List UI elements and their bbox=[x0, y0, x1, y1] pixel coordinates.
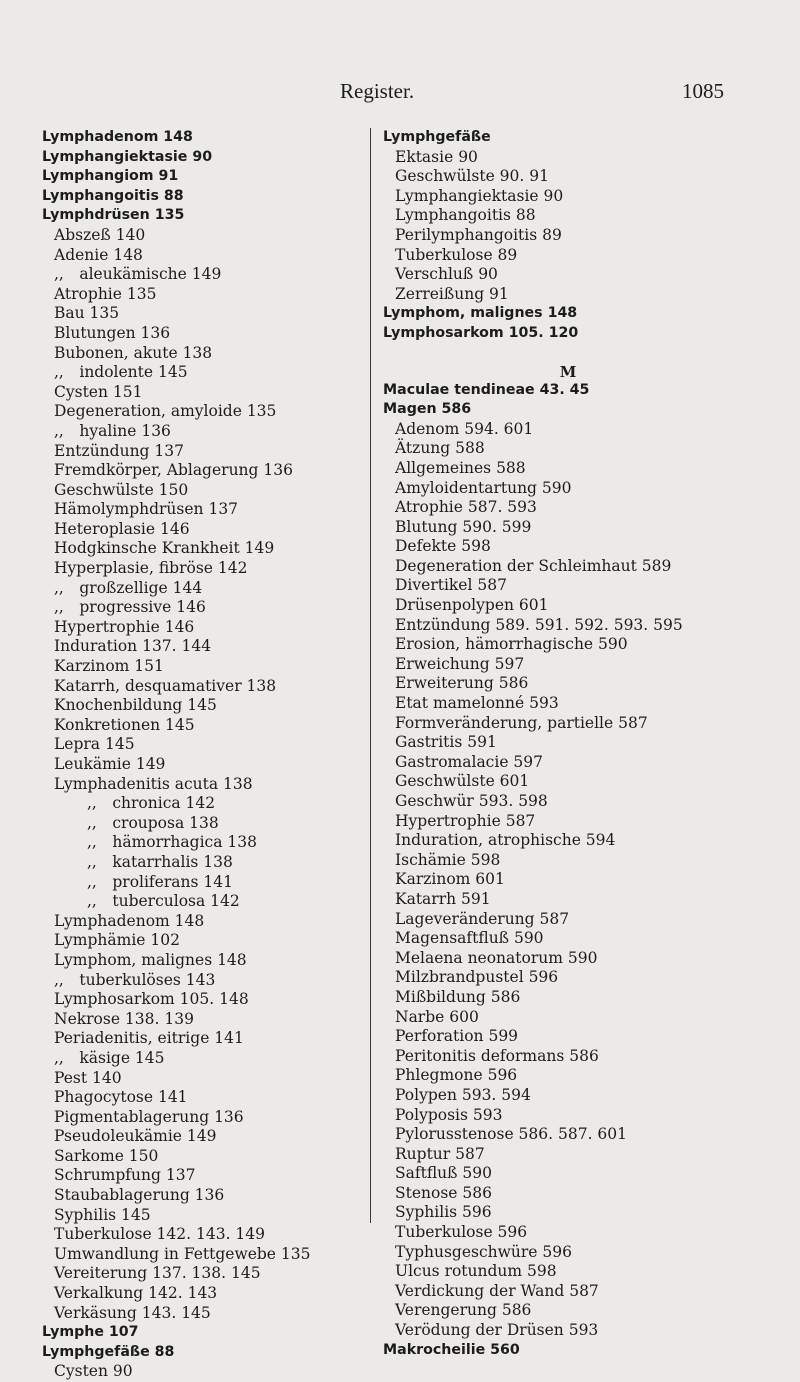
index-subentry bbox=[42, 696, 362, 716]
entry-text: Pseudoleukämie 149 bbox=[54, 1127, 217, 1146]
entry-text: Lymphgefäße 88 bbox=[42, 1343, 175, 1360]
entry-text: Konkretionen 145 bbox=[54, 715, 195, 734]
entry-text: Peritonitis deformans 586 bbox=[395, 1046, 599, 1065]
entry-text: Makrocheilie 560 bbox=[383, 1341, 520, 1358]
index-subentry bbox=[42, 226, 362, 246]
entry-text: Melaena neonatorum 590 bbox=[395, 948, 598, 967]
index-subentry bbox=[383, 1243, 793, 1263]
index-subentry bbox=[383, 1008, 793, 1028]
entry-text: Zerreißung 91 bbox=[395, 284, 509, 303]
entry-text: Perilymphangoitis 89 bbox=[395, 225, 562, 244]
entry-text: Verdickung der Wand 587 bbox=[395, 1281, 599, 1300]
index-subentry bbox=[42, 912, 362, 932]
entry-text: Bubonen, akute 138 bbox=[54, 343, 213, 362]
entry-text: Lymphom, malignes 148 bbox=[383, 305, 578, 322]
ditto-mark: ,, bbox=[54, 1048, 64, 1067]
entry-text: Pest 140 bbox=[54, 1068, 122, 1087]
index-subentry bbox=[42, 814, 362, 834]
entry-text: Karzinom 601 bbox=[395, 870, 505, 889]
entry-text: Ektasie 90 bbox=[395, 147, 478, 166]
index-subentry bbox=[383, 167, 793, 187]
entry-text: Lymphom, malignes 148 bbox=[54, 950, 247, 969]
entry-text: Geschwülste 150 bbox=[54, 480, 189, 499]
index-subentry bbox=[383, 439, 793, 459]
index-subentry bbox=[383, 812, 793, 832]
index-subentry bbox=[42, 618, 362, 638]
entry-text: Degeneration der Schleimhaut 589 bbox=[395, 556, 672, 575]
entry-text: Geschwülste 90. 91 bbox=[395, 167, 549, 186]
entry-text: Hypertrophie 146 bbox=[54, 617, 195, 636]
entry-text: Lymphämie 102 bbox=[54, 931, 180, 950]
entry-text: Lymphangoitis 88 bbox=[42, 187, 184, 204]
index-subentry bbox=[42, 892, 362, 912]
ditto-mark: ,, bbox=[54, 363, 64, 382]
index-subentry bbox=[42, 481, 362, 501]
entry-text: Entzündung 137 bbox=[54, 441, 184, 460]
entry-text: Allgemeines 588 bbox=[395, 458, 526, 477]
entry-text: Pylorusstenose 586. 587. 601 bbox=[395, 1125, 628, 1144]
entry-text: Hyperplasie, fibröse 142 bbox=[54, 559, 248, 578]
index-main-entry bbox=[42, 128, 362, 148]
index-subentry bbox=[383, 148, 793, 168]
index-subentry bbox=[42, 1225, 362, 1245]
entry-text: Lepra 145 bbox=[54, 735, 135, 754]
entry-text: Verschluß 90 bbox=[395, 265, 498, 284]
index-subentry bbox=[42, 1127, 362, 1147]
index-subentry bbox=[383, 831, 793, 851]
entry-text: Verkäsung 143. 145 bbox=[54, 1303, 211, 1322]
index-subentry bbox=[42, 520, 362, 540]
index-subentry bbox=[383, 246, 793, 266]
index-subentry bbox=[42, 1304, 362, 1324]
entry-text: Lymphgefäße bbox=[383, 129, 491, 145]
page-title: Register. bbox=[340, 79, 415, 103]
entry-text: Lymphadenitis acuta 138 bbox=[54, 774, 253, 793]
page-number: 1085 bbox=[682, 79, 724, 103]
entry-text: Syphilis 145 bbox=[54, 1205, 151, 1224]
index-subentry bbox=[42, 1186, 362, 1206]
index-subentry bbox=[383, 988, 793, 1008]
entry-text: Induration 137. 144 bbox=[54, 637, 212, 656]
index-group-m bbox=[383, 381, 793, 1361]
index-subentry bbox=[383, 459, 793, 479]
entry-text: tuberkulöses 143 bbox=[79, 970, 216, 989]
index-subentry bbox=[42, 265, 362, 285]
entry-text: Cysten 90 bbox=[54, 1362, 133, 1381]
entry-text: Ischämie 598 bbox=[395, 850, 501, 869]
index-subentry bbox=[42, 657, 362, 677]
ditto-mark: ,, bbox=[87, 852, 97, 871]
index-subentry bbox=[42, 971, 362, 991]
index-subentry bbox=[383, 733, 793, 753]
index-subentry bbox=[42, 1362, 362, 1382]
ditto-mark: ,, bbox=[54, 421, 64, 440]
index-main-entry bbox=[42, 187, 362, 207]
entry-text: Adenie 148 bbox=[54, 245, 143, 264]
index-subentry bbox=[42, 363, 362, 383]
index-subentry bbox=[42, 853, 362, 873]
index-main-entry bbox=[42, 148, 362, 168]
index-subentry bbox=[383, 616, 793, 636]
index-subentry bbox=[42, 1069, 362, 1089]
entry-text: Ulcus rotundum 598 bbox=[395, 1262, 557, 1281]
entry-text: crouposa 138 bbox=[112, 813, 219, 832]
entry-text: Lymphangiom 91 bbox=[42, 168, 179, 185]
index-subentry bbox=[42, 735, 362, 755]
entry-text: Blutungen 136 bbox=[54, 323, 171, 342]
entry-text: Hypertrophie 587 bbox=[395, 811, 536, 830]
index-subentry bbox=[383, 1321, 793, 1341]
entry-text: Verengerung 586 bbox=[395, 1301, 532, 1320]
index-subentry bbox=[383, 772, 793, 792]
entry-text: Typhusgeschwüre 596 bbox=[395, 1242, 572, 1261]
entry-text: Verkalkung 142. 143 bbox=[54, 1284, 218, 1303]
index-subentry bbox=[42, 422, 362, 442]
entry-text: Fremdkörper, Ablagerung 136 bbox=[54, 461, 293, 480]
ditto-mark: ,, bbox=[87, 813, 97, 832]
index-subentry bbox=[383, 1106, 793, 1126]
section-letter-heading: M bbox=[559, 362, 577, 381]
entry-text: Stenose 586 bbox=[395, 1183, 492, 1202]
entry-text: Mißbildung 586 bbox=[395, 987, 521, 1006]
index-main-entry bbox=[383, 1341, 793, 1361]
index-subentry bbox=[42, 304, 362, 324]
entry-text: hyaline 136 bbox=[79, 421, 171, 440]
entry-text: Magensaftfluß 590 bbox=[395, 929, 544, 948]
entry-text: Divertikel 587 bbox=[395, 576, 507, 595]
index-subentry bbox=[42, 500, 362, 520]
entry-text: hämorrhagica 138 bbox=[112, 833, 257, 852]
entry-text: Atrophie 135 bbox=[54, 284, 157, 303]
running-head bbox=[0, 78, 800, 104]
entry-text: Lymphdrüsen 135 bbox=[42, 207, 185, 224]
index-subentry bbox=[383, 1203, 793, 1223]
entry-text: käsige 145 bbox=[79, 1048, 165, 1067]
index-subentry bbox=[383, 890, 793, 910]
index-subentry bbox=[42, 344, 362, 364]
index-subentry bbox=[42, 1245, 362, 1265]
index-subentry bbox=[42, 383, 362, 403]
entry-text: Saftfluß 590 bbox=[395, 1164, 493, 1183]
entry-text: proliferans 141 bbox=[112, 872, 233, 891]
index-subentry bbox=[383, 265, 793, 285]
entry-text: Tuberkulose 596 bbox=[395, 1223, 528, 1242]
index-subentry bbox=[42, 1049, 362, 1069]
entry-text: Drüsenpolypen 601 bbox=[395, 596, 549, 615]
ditto-mark: ,, bbox=[87, 794, 97, 813]
entry-text: progressive 146 bbox=[79, 598, 206, 617]
entry-text: Cysten 151 bbox=[54, 382, 143, 401]
index-subentry bbox=[383, 870, 793, 890]
index-subentry bbox=[383, 1066, 793, 1086]
entry-text: Lymphadenom 148 bbox=[54, 911, 205, 930]
index-subentry bbox=[383, 518, 793, 538]
entry-text: Induration, atrophische 594 bbox=[395, 831, 616, 850]
index-subentry bbox=[383, 910, 793, 930]
entry-text: Gastritis 591 bbox=[395, 733, 497, 752]
entry-text: Lymphadenom 148 bbox=[42, 129, 193, 145]
index-subentry bbox=[383, 537, 793, 557]
index-subentry bbox=[42, 559, 362, 579]
entry-text: Staubablagerung 136 bbox=[54, 1186, 225, 1205]
index-subentry bbox=[383, 285, 793, 305]
index-subentry bbox=[42, 246, 362, 266]
entry-text: Milzbrandpustel 596 bbox=[395, 968, 559, 987]
entry-text: Lymphangoitis 88 bbox=[395, 206, 536, 225]
index-main-entry bbox=[42, 1323, 362, 1343]
index-subentry bbox=[42, 990, 362, 1010]
entry-text: Maculae tendineae 43. 45 bbox=[383, 381, 590, 398]
index-subentry bbox=[42, 598, 362, 618]
index-subentry bbox=[383, 479, 793, 499]
entry-text: Polyposis 593 bbox=[395, 1105, 503, 1124]
index-subentry bbox=[383, 851, 793, 871]
entry-text: Lymphosarkom 105. 120 bbox=[383, 324, 579, 341]
entry-text: Formveränderung, partielle 587 bbox=[395, 713, 648, 732]
entry-text: Erweiterung 586 bbox=[395, 674, 529, 693]
index-main-entry bbox=[383, 128, 793, 148]
index-subentry bbox=[42, 539, 362, 559]
entry-text: Katarrh, desquamativer 138 bbox=[54, 676, 277, 695]
entry-text: chronica 142 bbox=[112, 794, 216, 813]
index-subentry bbox=[42, 1108, 362, 1128]
index-column-left bbox=[42, 128, 362, 1382]
entry-text: Hämolymphdrüsen 137 bbox=[54, 500, 239, 519]
index-subentry bbox=[383, 557, 793, 577]
index-subentry bbox=[383, 694, 793, 714]
entry-text: aleukämische 149 bbox=[79, 265, 222, 284]
entry-text: Atrophie 587. 593 bbox=[395, 498, 537, 517]
index-subentry bbox=[42, 775, 362, 795]
index-main-entry bbox=[383, 304, 793, 324]
entry-text: Lymphangiektasie 90 bbox=[395, 186, 564, 205]
index-subentry bbox=[383, 968, 793, 988]
entry-text: Heteroplasie 146 bbox=[54, 519, 190, 538]
index-subentry bbox=[383, 1086, 793, 1106]
ditto-mark: ,, bbox=[87, 833, 97, 852]
index-subentry bbox=[42, 637, 362, 657]
index-subentry bbox=[42, 931, 362, 951]
index-main-entry bbox=[383, 381, 793, 401]
entry-text: Defekte 598 bbox=[395, 537, 491, 556]
index-subentry bbox=[383, 1184, 793, 1204]
entry-text: Schrumpfung 137 bbox=[54, 1166, 196, 1185]
index-subentry bbox=[383, 655, 793, 675]
entry-text: Abszeß 140 bbox=[54, 225, 146, 244]
entry-text: Erweichung 597 bbox=[395, 654, 525, 673]
index-subentry bbox=[383, 929, 793, 949]
index-subentry bbox=[42, 1010, 362, 1030]
index-subentry bbox=[42, 1147, 362, 1167]
entry-text: Lageveränderung 587 bbox=[395, 909, 570, 928]
index-subentry bbox=[383, 635, 793, 655]
index-subentry bbox=[42, 755, 362, 775]
entry-text: indolente 145 bbox=[79, 363, 188, 382]
entry-text: Phlegmone 596 bbox=[395, 1066, 518, 1085]
entry-text: Erosion, hämorrhagische 590 bbox=[395, 635, 628, 654]
index-subentry bbox=[42, 1206, 362, 1226]
index-subentry bbox=[383, 792, 793, 812]
entry-text: tuberculosa 142 bbox=[112, 892, 240, 911]
entry-text: Amyloidentartung 590 bbox=[395, 478, 572, 497]
index-subentry bbox=[383, 596, 793, 616]
index-subentry bbox=[383, 1027, 793, 1047]
index-main-entry bbox=[42, 1343, 362, 1363]
index-subentry bbox=[383, 949, 793, 969]
entry-text: Geschwülste 601 bbox=[395, 772, 530, 791]
entry-text: Umwandlung in Fettgewebe 135 bbox=[54, 1244, 311, 1263]
entry-text: Polypen 593. 594 bbox=[395, 1085, 531, 1104]
entry-text: Lymphosarkom 105. 148 bbox=[54, 990, 249, 1009]
entry-text: Knochenbildung 145 bbox=[54, 696, 217, 715]
entry-text: Narbe 600 bbox=[395, 1007, 479, 1026]
entry-text: Lymphangiektasie 90 bbox=[42, 148, 213, 165]
index-subentry bbox=[383, 1047, 793, 1067]
entry-text: Pigmentablagerung 136 bbox=[54, 1107, 244, 1126]
index-subentry bbox=[42, 442, 362, 462]
entry-text: Katarrh 591 bbox=[395, 889, 491, 908]
entry-text: Sarkome 150 bbox=[54, 1146, 159, 1165]
entry-text: Perforation 599 bbox=[395, 1027, 519, 1046]
index-subentry bbox=[383, 1301, 793, 1321]
index-subentry bbox=[42, 794, 362, 814]
index-main-entry bbox=[383, 400, 793, 420]
entry-text: Magen 586 bbox=[383, 401, 472, 418]
index-subentry bbox=[42, 324, 362, 344]
entry-text: großzellige 144 bbox=[79, 578, 203, 597]
ditto-mark: ,, bbox=[54, 598, 64, 617]
index-subentry bbox=[383, 187, 793, 207]
index-main-entry bbox=[42, 167, 362, 187]
entry-text: Ruptur 587 bbox=[395, 1144, 485, 1163]
ditto-mark: ,, bbox=[54, 970, 64, 989]
index-main-entry bbox=[383, 324, 793, 344]
index-subentry bbox=[383, 674, 793, 694]
entry-text: katarrhalis 138 bbox=[112, 852, 233, 871]
entry-text: Degeneration, amyloide 135 bbox=[54, 402, 277, 421]
index-subentry bbox=[42, 716, 362, 736]
ditto-mark: ,, bbox=[87, 872, 97, 891]
index-subentry bbox=[383, 1282, 793, 1302]
entry-text: Verödung der Drüsen 593 bbox=[395, 1321, 599, 1340]
index-subentry bbox=[42, 1166, 362, 1186]
ditto-mark: ,, bbox=[87, 892, 97, 911]
ditto-mark: ,, bbox=[54, 265, 64, 284]
index-main-entry bbox=[42, 206, 362, 226]
entry-text: Vereiterung 137. 138. 145 bbox=[54, 1264, 261, 1283]
index-subentry bbox=[383, 1262, 793, 1282]
entry-text: Blutung 590. 599 bbox=[395, 517, 532, 536]
entry-text: Lymphe 107 bbox=[42, 1324, 139, 1341]
entry-text: Entzündung 589. 591. 592. 593. 595 bbox=[395, 615, 683, 634]
entry-text: Geschwür 593. 598 bbox=[395, 792, 548, 810]
index-subentry bbox=[383, 753, 793, 773]
index-subentry bbox=[42, 677, 362, 697]
index-subentry bbox=[383, 576, 793, 596]
index-subentry bbox=[383, 1223, 793, 1243]
entry-text: Phagocytose 141 bbox=[54, 1088, 188, 1107]
index-group-l bbox=[383, 128, 793, 344]
entry-text: Syphilis 596 bbox=[395, 1203, 492, 1222]
entry-text: Ätzung 588 bbox=[395, 439, 485, 458]
index-subentry bbox=[42, 873, 362, 893]
ditto-mark: ,, bbox=[54, 578, 64, 597]
entry-text: Hodgkinsche Krankheit 149 bbox=[54, 539, 275, 558]
entry-text: Nekrose 138. 139 bbox=[54, 1009, 194, 1028]
index-subentry bbox=[383, 498, 793, 518]
entry-text: Gastromalacie 597 bbox=[395, 752, 544, 771]
index-column-right bbox=[370, 128, 793, 1358]
entry-text: Periadenitis, eitrige 141 bbox=[54, 1029, 244, 1048]
entry-text: Bau 135 bbox=[54, 304, 120, 323]
entry-text: Tuberkulose 142. 143. 149 bbox=[54, 1225, 266, 1244]
entry-text: Karzinom 151 bbox=[54, 657, 164, 676]
entry-text: Tuberkulose 89 bbox=[395, 245, 518, 264]
index-subentry bbox=[42, 402, 362, 422]
entry-text: Etat mamelonné 593 bbox=[395, 694, 559, 713]
index-subentry bbox=[42, 1284, 362, 1304]
index-subentry bbox=[383, 206, 793, 226]
index-subentry bbox=[383, 714, 793, 734]
index-subentry bbox=[42, 951, 362, 971]
index-subentry bbox=[42, 1029, 362, 1049]
entry-text: Adenom 594. 601 bbox=[395, 419, 534, 438]
index-subentry bbox=[42, 579, 362, 599]
index-subentry bbox=[42, 1088, 362, 1108]
index-subentry bbox=[383, 226, 793, 246]
index-subentry bbox=[383, 1164, 793, 1184]
index-subentry bbox=[383, 1125, 793, 1145]
entry-text: Leukämie 149 bbox=[54, 755, 166, 773]
index-subentry bbox=[383, 420, 793, 440]
index-subentry bbox=[383, 1145, 793, 1165]
index-subentry bbox=[42, 833, 362, 853]
index-subentry bbox=[42, 1264, 362, 1284]
index-subentry bbox=[42, 285, 362, 305]
index-subentry bbox=[42, 461, 362, 481]
